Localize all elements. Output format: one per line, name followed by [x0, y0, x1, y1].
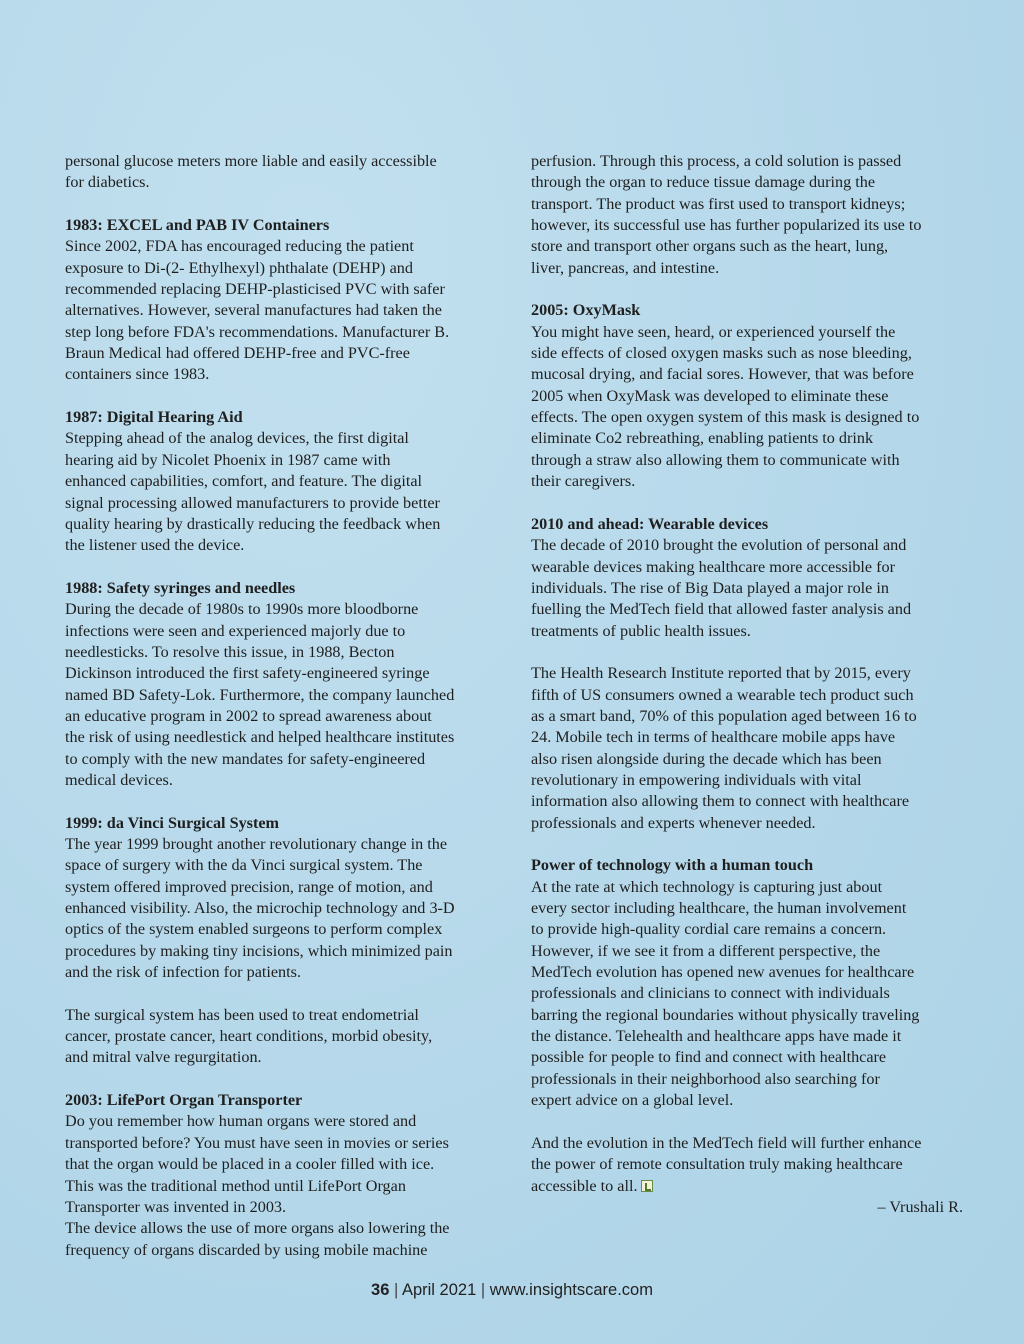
line-text: however, its successful use has further popularized its use to — [531, 216, 922, 235]
text-line — [531, 151, 963, 172]
text-line — [65, 322, 497, 343]
text-line — [65, 727, 497, 748]
text-line — [531, 557, 963, 578]
section-heading: 1999: da Vinci Surgical System — [65, 813, 280, 832]
line-text: recommended replacing DEHP-plasticised PVC with safer — [65, 280, 445, 299]
line-text: through a straw also allowing them to communicate with — [531, 450, 900, 469]
section-heading: 2010 and ahead: Wearable devices — [531, 514, 769, 533]
line-text: revolutionary in empowering individuals with vital — [531, 770, 862, 789]
line-text: enhanced visibility. Also, the microchip technology and 3-D — [65, 899, 455, 918]
line-text: During the decade of 1980s to 1990s more bloodborne — [65, 600, 419, 619]
line-text: individuals. The rise of Big Data played a major role in — [531, 578, 889, 597]
text-line — [65, 919, 497, 940]
text-line — [65, 962, 497, 983]
line-text: Braun Medical had offered DEHP-free and PVC-free — [65, 344, 410, 363]
left-column — [65, 151, 497, 1282]
text-line — [531, 322, 963, 343]
text-line — [65, 1240, 497, 1261]
line-text: procedures by making tiny incisions, which minimized pain — [65, 941, 453, 960]
text-line — [65, 685, 497, 706]
line-text: alternatives. However, several manufactures had taken the — [65, 301, 442, 320]
line-text: The year 1999 brought another revolutionary change in the — [65, 835, 448, 853]
text-line — [65, 258, 497, 279]
line-text: fifth of US consumers owned a wearable tech product such — [531, 685, 914, 704]
line-text: enhanced capabilities, comfort, and feature. The digital — [65, 472, 423, 491]
text-line — [65, 770, 497, 791]
article-paragraph — [531, 1133, 963, 1218]
line-text: for diabetics. — [65, 173, 150, 192]
line-text: the distance. Telehealth and healthcare apps have made it — [531, 1027, 902, 1046]
text-line — [531, 1047, 963, 1068]
line-text: Dickinson introduced the first safety-engineered syringe — [65, 664, 430, 683]
line-text: perfusion. Through this process, a cold solution is passed — [531, 152, 902, 170]
line-text: store and transport other organs such as the heart, lung, — [531, 237, 889, 256]
line-text: that the organ would be placed in a cooler filled with ice. — [65, 1155, 435, 1174]
line-text: possible for people to find and connect with healthcare — [531, 1048, 887, 1067]
text-line — [531, 1133, 963, 1154]
text-line — [531, 450, 963, 471]
line-text: every sector including healthcare, the human involvement — [531, 899, 907, 918]
line-text: effects. The open oxygen system of this mask is designed to — [531, 408, 920, 427]
text-line — [531, 749, 963, 770]
line-text: Stepping ahead of the analog devices, the first digital — [65, 429, 409, 448]
text-line — [65, 279, 497, 300]
line-text: professionals and experts whenever needed. — [531, 813, 816, 832]
text-line — [531, 258, 963, 279]
text-line — [65, 1176, 497, 1197]
text-line — [65, 151, 497, 172]
text-line — [65, 1047, 497, 1068]
text-line — [531, 791, 963, 812]
article-section — [65, 1090, 497, 1261]
line-text: signal processing allowed manufacturers to provide better — [65, 493, 440, 512]
end-mark-icon — [641, 1180, 653, 1192]
text-line — [531, 236, 963, 257]
line-text: treatments of public health issues. — [531, 621, 751, 640]
text-line — [531, 1176, 963, 1197]
line-text: MedTech evolution has opened new avenues for healthcare — [531, 963, 915, 982]
line-text: 2005 when OxyMask was developed to eliminate these — [531, 386, 889, 405]
line-text: The decade of 2010 brought the evolution of personal and — [531, 536, 907, 555]
text-line — [65, 343, 497, 364]
text-line — [531, 471, 963, 492]
text-line — [531, 386, 963, 407]
line-text: containers since 1983. — [65, 365, 210, 384]
text-line — [531, 877, 963, 898]
text-line — [531, 407, 963, 428]
text-line — [531, 983, 963, 1004]
line-text: 24. Mobile tech in terms of healthcare mobile apps have — [531, 728, 896, 747]
text-line — [531, 685, 963, 706]
text-line — [65, 1111, 497, 1132]
text-line — [65, 663, 497, 684]
text-line — [531, 343, 963, 364]
line-text: also risen alongside during the decade which has been — [531, 749, 882, 768]
line-text: infections were seen and experienced majorly due to — [65, 621, 406, 640]
text-line — [531, 727, 963, 748]
text-line — [531, 172, 963, 193]
line-text: However, if we see it from a different perspective, the — [531, 941, 881, 960]
line-text: Since 2002, FDA has encouraged reducing the patient — [65, 237, 414, 256]
line-text: named BD Safety-Lok. Furthermore, the company launched — [65, 685, 455, 704]
line-text: the risk of using needlestick and helped healthcare institutes — [65, 728, 455, 747]
line-text: an educative program in 2002 to spread awareness about — [65, 706, 432, 725]
text-line — [65, 236, 497, 257]
text-line — [65, 834, 497, 855]
text-line — [531, 1090, 963, 1111]
article-section — [531, 300, 963, 492]
text-line — [65, 450, 497, 471]
line-text: quality hearing by drastically reducing the feedback when — [65, 514, 441, 533]
line-text: The Health Research Institute reported that by 2015, every — [531, 664, 911, 683]
line-text: information also allowing them to connect with healthcare — [531, 792, 910, 811]
section-heading: 2003: LifePort Organ Transporter — [65, 1091, 303, 1110]
website-url[interactable]: www.insightscare.com — [489, 1281, 653, 1299]
author-signature: – Vrushali R. — [877, 1197, 963, 1216]
article-section — [65, 578, 497, 791]
text-line — [65, 428, 497, 449]
text-line — [65, 941, 497, 962]
text-line — [531, 578, 963, 599]
text-line — [531, 364, 963, 385]
line-text: exposure to Di-(2- Ethylhexyl) phthalate (DEHP) and — [65, 258, 413, 277]
text-line — [531, 428, 963, 449]
text-line — [65, 1154, 497, 1175]
text-line — [531, 194, 963, 215]
line-text: the listener used the device. — [65, 536, 245, 555]
line-text: personal glucose meters more liable and easily accessible — [65, 152, 437, 170]
text-line — [65, 1005, 497, 1026]
line-text: barring the regional boundaries without physically traveling — [531, 1005, 920, 1024]
line-text: accessible to all. — [531, 1176, 638, 1195]
line-text: medical devices. — [65, 770, 173, 789]
line-text: frequency of organs discarded by using mobile machine — [65, 1240, 428, 1259]
article-section — [531, 855, 963, 1111]
article-paragraph — [531, 663, 963, 834]
line-text: eliminate Co2 rebreathing, enabling patients to drink — [531, 429, 874, 448]
text-line — [65, 300, 497, 321]
line-text: The device allows the use of more organs also lowering the — [65, 1219, 450, 1238]
right-column — [531, 151, 963, 1218]
line-text: fuelling the MedTech field that allowed faster analysis and — [531, 600, 912, 619]
text-line — [531, 535, 963, 556]
text-line — [65, 1026, 497, 1047]
text-line — [65, 599, 497, 620]
article-paragraph — [531, 151, 963, 279]
line-text: needlesticks. To resolve this issue, in 1988, Becton — [65, 642, 395, 661]
text-line — [531, 663, 963, 684]
text-line — [531, 621, 963, 642]
text-line — [65, 1197, 497, 1218]
line-text: This was the traditional method until LifePort Organ — [65, 1176, 406, 1195]
line-text: Transporter was invented in 2003. — [65, 1197, 287, 1216]
line-text: to provide high-quality cordial care remains a concern. — [531, 920, 887, 939]
text-line — [531, 1069, 963, 1090]
text-line — [531, 599, 963, 620]
line-text: mucosal drying, and facial sores. However, that was before — [531, 365, 914, 384]
line-text: You might have seen, heard, or experienced yourself the — [531, 322, 896, 341]
line-text: professionals and clinicians to connect with individuals — [531, 984, 890, 1003]
text-line — [65, 471, 497, 492]
line-text: through the organ to reduce tissue damage during the — [531, 173, 876, 192]
line-text: wearable devices making healthcare more accessible for — [531, 557, 896, 576]
article-section — [65, 407, 497, 556]
article-section — [65, 813, 497, 984]
article-section — [531, 514, 963, 642]
text-line — [531, 706, 963, 727]
text-line — [531, 1154, 963, 1175]
text-line — [531, 962, 963, 983]
line-text: optics of the system enabled surgeons to perform complex — [65, 920, 443, 939]
text-line — [65, 877, 497, 898]
text-line — [65, 706, 497, 727]
page-number: 36 — [371, 1281, 390, 1299]
article-paragraph — [65, 151, 497, 194]
line-text: as a smart band, 70% of this population aged between 16 to — [531, 706, 917, 725]
line-text: professionals in their neighborhood also searching for — [531, 1069, 880, 1088]
text-line — [65, 364, 497, 385]
line-text: step long before FDA's recommendations. Manufacturer B. — [65, 322, 450, 341]
line-text: and mitral valve regurgitation. — [65, 1048, 262, 1067]
section-heading: 1983: EXCEL and PAB IV Containers — [65, 216, 330, 235]
text-line — [531, 215, 963, 236]
line-text: and the risk of infection for patients. — [65, 963, 301, 982]
text-line — [531, 1005, 963, 1026]
text-line — [65, 749, 497, 770]
text-line — [531, 941, 963, 962]
text-line — [531, 898, 963, 919]
section-heading: 2005: OxyMask — [531, 301, 641, 320]
issue-date: April 2021 — [401, 1281, 477, 1299]
text-line — [531, 919, 963, 940]
text-line — [65, 1218, 497, 1239]
line-text: At the rate at which technology is capturing just about — [531, 877, 883, 896]
text-line — [65, 855, 497, 876]
line-text: expert advice on a global level. — [531, 1091, 734, 1110]
line-text: side effects of closed oxygen masks such as nose bleeding, — [531, 344, 912, 363]
article-section — [65, 215, 497, 386]
line-text: hearing aid by Nicolet Phoenix in 1987 came with — [65, 450, 391, 469]
line-text: space of surgery with the da Vinci surgical system. The — [65, 856, 423, 875]
footer-separator: | — [393, 1281, 399, 1299]
text-line — [531, 770, 963, 791]
text-line — [531, 813, 963, 834]
text-line — [65, 898, 497, 919]
section-heading: 1987: Digital Hearing Aid — [65, 408, 243, 427]
line-text: The surgical system has been used to treat endometrial — [65, 1005, 419, 1024]
text-line — [65, 535, 497, 556]
section-heading: 1988: Safety syringes and needles — [65, 578, 296, 597]
line-text: And the evolution in the MedTech field will further enhance — [531, 1133, 922, 1152]
article-paragraph — [65, 1005, 497, 1069]
line-text: system offered improved precision, range of motion, and — [65, 877, 433, 896]
line-text: the power of remote consultation truly making healthcare — [531, 1155, 903, 1174]
line-text: Do you remember how human organs were stored and — [65, 1112, 417, 1131]
line-text: transported before? You must have seen in movies or series — [65, 1133, 449, 1152]
page-footer — [0, 1281, 1024, 1300]
text-line — [65, 172, 497, 193]
footer-separator: | — [480, 1281, 486, 1299]
text-line — [65, 514, 497, 535]
text-line — [65, 621, 497, 642]
line-text: transport. The product was first used to transport kidneys; — [531, 194, 906, 213]
text-line — [65, 493, 497, 514]
text-line — [531, 1026, 963, 1047]
line-text: cancer, prostate cancer, heart conditions, morbid obesity, — [65, 1027, 433, 1046]
section-heading: Power of technology with a human touch — [531, 856, 814, 875]
line-text: their caregivers. — [531, 472, 636, 491]
line-text: to comply with the new mandates for safety-engineered — [65, 749, 426, 768]
text-line — [65, 642, 497, 663]
line-text: liver, pancreas, and intestine. — [531, 258, 720, 277]
text-line — [65, 1133, 497, 1154]
